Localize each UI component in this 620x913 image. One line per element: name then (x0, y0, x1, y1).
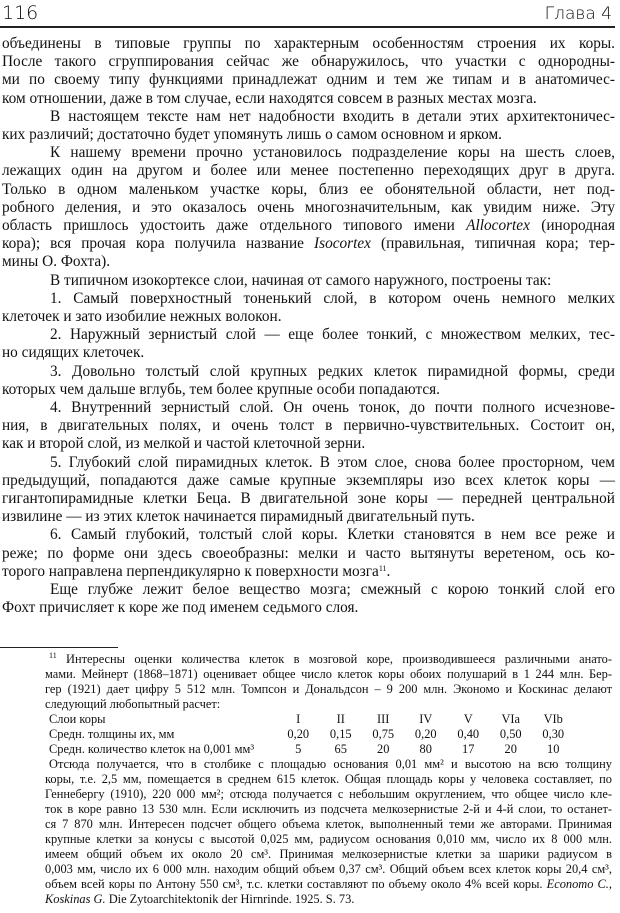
text-run: следующий любопытный расчет: (45, 697, 221, 711)
text-run: Еще глубже лежит белое вещество мозга; смежный с корою тонкий слой его (50, 581, 615, 599)
text-run: имеем общий объем их около 20 см³. Принимая мелкозернистые клетки за шарики радиусом в (45, 847, 612, 861)
text-run: крупные клетки за конусы с высотой 0,025 мм, радиусом основания 0,010 мм, число их 8 000 млн. (45, 832, 612, 846)
text-line (2, 144, 615, 162)
text-run: Die Zytoarchitektonik der Hirnrinde. 1925. S. 73. (105, 892, 355, 906)
table-col: II (336, 712, 345, 726)
table-cell: 80 (419, 742, 432, 756)
text-run: После такого сгруппирования сейчас же обнаружилось, что участки с однородны- (2, 53, 615, 71)
table-cell: 0,20 (414, 727, 437, 741)
text-run: гигантопирамидные клетки Беца. В двигательной зоне коры — передней центральной (2, 490, 615, 508)
text-line (2, 53, 615, 71)
text-line (2, 162, 615, 180)
text-line (2, 490, 615, 508)
text-run: . (386, 562, 391, 580)
text-run: мами. Мейнерт (1868–1871) оценивает общее число клеток коры обоих полушарий в 1 244 млн. Бер- (45, 667, 612, 681)
text-line (2, 272, 615, 290)
table-col: V (463, 712, 473, 726)
text-line (45, 772, 612, 787)
text-run: К нашему времени прочно установилось подразделение коры на шесть слоев, (50, 144, 615, 162)
running-header-chapter: Глава 4 (544, 4, 612, 24)
text-run: Геннебергу (1910), 220 000 мм²; отсюда получается с небольшим округлением, что общее число кле- (45, 787, 612, 801)
text-line (2, 508, 615, 526)
footnote (45, 652, 612, 907)
text-line (2, 599, 615, 617)
text-run: которых чем дальше вглубь, тем более крупные особи попадаются. (2, 380, 440, 398)
text-run: ми по своему типу функциями принадлежат одним и тем же типам и в анатомичес- (2, 71, 615, 89)
text-run: ких различий; достаточно будет упомянуть лишь о самом основном и ярком. (2, 126, 502, 144)
table-col: I (296, 712, 301, 726)
table-cell: 20 (504, 742, 517, 756)
text-run: коры, т.е. 2,5 мм, помещается в среднем 615 клеток. Общая площадь коры у человека составляет, по (45, 772, 612, 786)
text-run: кора); вся прочая кора получила название (2, 235, 315, 253)
text-line (2, 454, 615, 472)
text-run: как и второй слой, из мелкой и частой клеточной зерни. (2, 435, 366, 453)
footnote-intro (45, 652, 612, 712)
footnote-continuation (45, 757, 612, 907)
text-line (2, 381, 615, 399)
text-line (45, 877, 612, 892)
table-cell: 0,20 (287, 727, 310, 741)
text-run: Интересны оценки количества клеток в мозговой коре, производившееся различными анато- (56, 652, 612, 666)
text-line (2, 563, 615, 581)
table-col: III (377, 712, 390, 726)
text-line (2, 253, 615, 271)
text-run: предыдущий, попадаются даже самые крупные экземпляры изо всех клеток коры — (2, 471, 615, 489)
text-run: ния, в двигательных полях, и очень толст в первично-чувствительных. Состоит он, (2, 417, 615, 435)
row-label: Средн. толщины их, мм (49, 727, 175, 741)
text-line (45, 697, 612, 712)
text-line (45, 682, 612, 697)
text-line (45, 757, 612, 772)
text-run: лежащих один на другом и более или менее постепенно переходящих друг в друга. (2, 162, 615, 180)
text-run: Отсюда получается, что в столбике с площадью основания 0,01 мм² и высотою на всю толщину (49, 757, 612, 771)
text-line (2, 35, 615, 53)
footnote-ref: 11 (378, 563, 387, 573)
text-line (2, 363, 615, 381)
text-run: 0,003 мм, число их 6 000 млн. находим общий объем 0,37 см³. Общий объем всех клеток коры 20,4 см³, (45, 862, 612, 876)
italic-term: Allocortex (466, 217, 530, 235)
text-line (2, 108, 615, 126)
table-col: VIb (543, 712, 563, 726)
text-line (2, 308, 615, 326)
text-line (45, 892, 612, 907)
text-run: В настоящем тексте нам нет надобности входить в детали этих архитектоничес- (50, 107, 615, 125)
text-run: 6. Самый глубокий, толстый слой коры. Клетки становятся в нем все реже и (50, 526, 615, 544)
text-line (2, 545, 615, 563)
text-run: извилине — из этих клеток начинается пирамидный двигательный путь. (2, 508, 475, 526)
table-cell: 65 (334, 742, 347, 756)
italic-term: Koskinas G. (45, 892, 106, 906)
table-cell: 17 (462, 742, 475, 756)
text-run: Только в одном маленьком участке коры, близ ее обонятельной области, нет под- (2, 180, 615, 198)
text-line (2, 526, 615, 544)
text-run: ток в коре равно 13 530 млн. Если исключить из подсчета мелкозернистые 2-й и 4-й слои, то останет- (45, 802, 612, 816)
footnote-table-header (45, 712, 612, 727)
table-col: VIa (501, 712, 521, 726)
table-cell: 0,50 (499, 727, 522, 741)
page-number: 116 (2, 2, 39, 24)
text-run: клеточек и зато изобилие нежных волокон. (2, 308, 282, 326)
text-run: 1. Самый поверхностный тоненький слой, в котором очень немного мелких (50, 289, 615, 307)
text-line (45, 862, 612, 877)
text-run: 3. Довольно толстый слой крупных редких клеток пирамидной формы, среди (50, 362, 615, 380)
text-line (2, 399, 615, 417)
text-line (2, 71, 615, 89)
text-line (2, 235, 615, 253)
text-line (2, 581, 615, 599)
table-row (45, 727, 612, 742)
text-run: 2. Наружный зернистый слой — еще более тонкий, с множеством мелких, тес- (50, 326, 615, 344)
text-line (45, 817, 612, 832)
table-cell: 20 (377, 742, 390, 756)
table-cell: 0,30 (542, 727, 565, 741)
table-cell: 0,15 (329, 727, 352, 741)
text-line (2, 217, 615, 235)
text-run: (правильная, типичная кора; тер- (370, 235, 615, 253)
table-cell: 10 (547, 742, 560, 756)
text-run: 4. Внутренний зернистый слой. Он очень тонок, до почти полного исчезнове- (50, 399, 615, 417)
text-line (2, 472, 615, 490)
italic-term: Isocortex (314, 235, 371, 253)
table-header-label: Слои коры (49, 712, 106, 726)
text-line (45, 832, 612, 847)
row-label: Средн. количество клеток на 0,001 мм³ (49, 742, 255, 756)
text-line (2, 290, 615, 308)
text-run: Фохт причисляет к коре же под именем седьмого слоя. (2, 599, 359, 617)
text-run: объединены в типовые группы по характерным особенностям строения их коры. (2, 35, 615, 52)
header-rule (0, 26, 615, 28)
text-run: но сидящих клеточек. (2, 344, 145, 362)
text-line (2, 126, 615, 144)
text-line (2, 344, 615, 362)
text-line (2, 435, 615, 453)
text-line (2, 417, 615, 435)
text-run: робного деления, и это оказалось очень многозначительным, как увидим ниже. Эту (2, 198, 615, 216)
text-run: 5. Глубокий слой пирамидных клеток. В этом слое, снова более просторном, чем (50, 453, 615, 471)
text-run: (инородная (529, 217, 615, 235)
table-cell: 0,40 (457, 727, 480, 741)
text-line (45, 667, 612, 682)
text-line (2, 181, 615, 199)
text-line (2, 199, 615, 217)
text-run: объем всей коры по Антону 550 см³, т.с. клетки составляют по объему около 4% всей коры. (45, 877, 547, 891)
text-run: реже; по форме они здесь своеобразны: мелки и часто вытянуты веретеном, ось ко- (2, 544, 615, 562)
text-run: торого направлена перпендикулярно к поверхности мозга (2, 562, 379, 580)
text-line (2, 326, 615, 344)
table-cell: 5 (295, 742, 302, 756)
text-run: область пришлось удостоить даже отдельного типового имени (2, 217, 467, 235)
text-line (45, 787, 612, 802)
text-run: ком отношении, даже в том случае, если находятся совсем в разных местах мозга. (2, 89, 537, 107)
text-run: В типичном изокортексе слои, начиная от самого наружного, построены так: (50, 271, 552, 289)
body-text (2, 35, 615, 618)
table-row (45, 742, 612, 757)
table-col: IV (419, 712, 433, 726)
footnote-separator (0, 647, 118, 648)
text-run: ся 7 870 млн. Интересен подсчет общего объема клеток, выполненный теми же авторами. Принимая (45, 817, 612, 831)
footnote-ref: 11 (49, 651, 57, 660)
text-run: мины О. Фохта). (2, 253, 111, 271)
text-line (45, 652, 612, 667)
italic-term: Economo C., (546, 877, 612, 891)
table-cell: 0,75 (372, 727, 395, 741)
text-line (2, 90, 615, 108)
text-line (45, 847, 612, 862)
text-line (45, 802, 612, 817)
text-run: гер (1921) дает цифру 5 512 млн. Томпсон и Дональдсон – 9 200 млн. Экономо и Коскинас делают (45, 682, 612, 696)
